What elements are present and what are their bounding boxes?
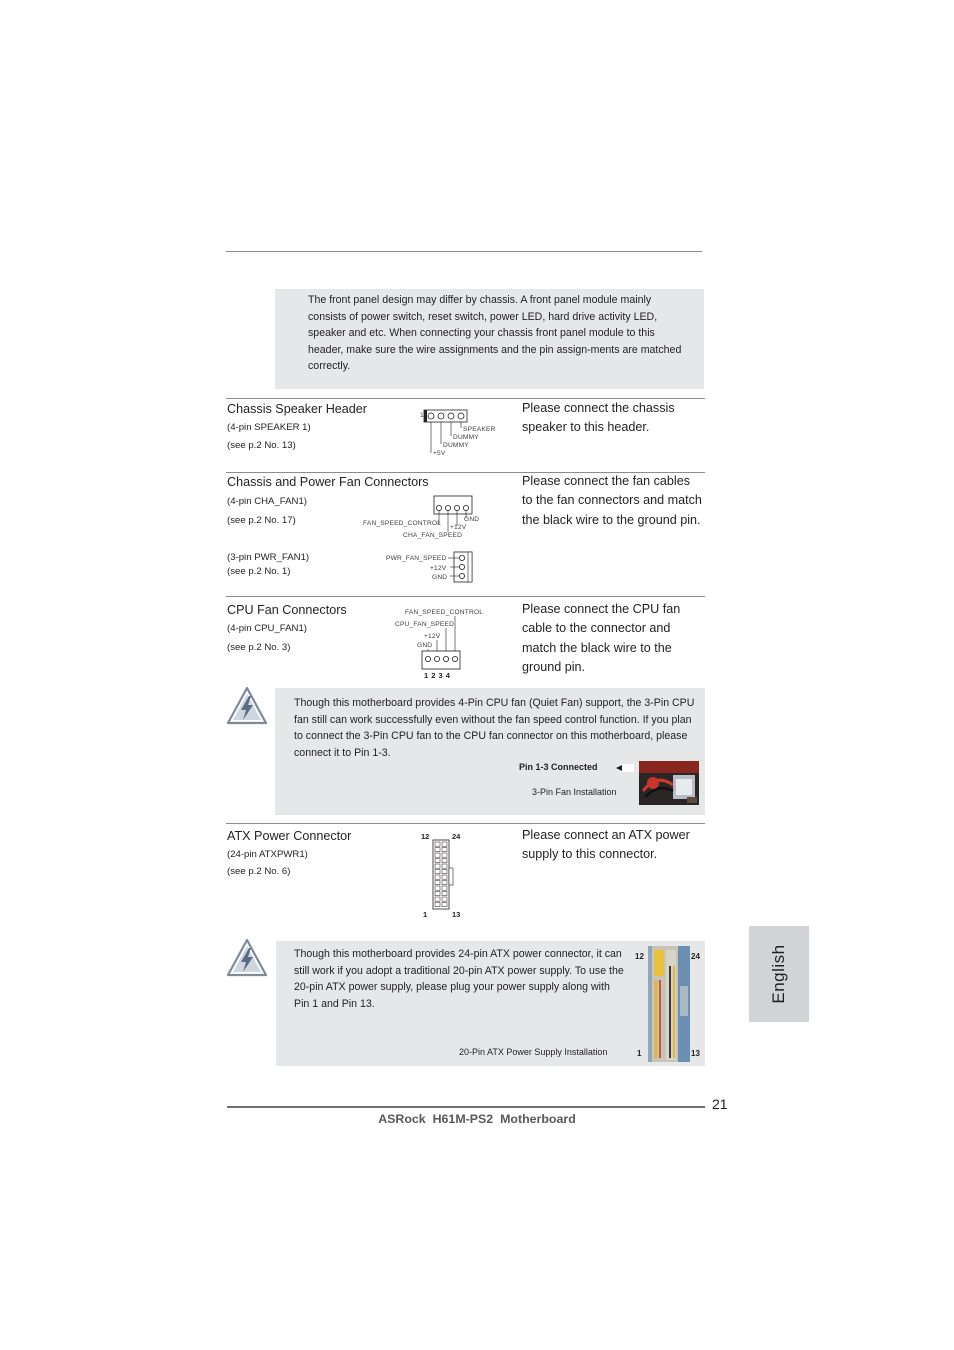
cha-fan-label-gnd: GND <box>464 516 480 523</box>
speaker-pins: (4-pin SPEAKER 1) <box>227 422 311 433</box>
fan-installation-photo <box>639 761 699 805</box>
atx-pin <box>442 881 447 885</box>
cpu-fan-label-12v: +12V <box>424 633 441 640</box>
atx-pin <box>442 886 447 890</box>
atx-pin <box>442 864 447 868</box>
cha-fan-label-speed: CHA_FAN_SPEED <box>403 532 463 539</box>
speaker-label-5v: +5V <box>433 450 446 457</box>
atx-pin <box>435 864 440 868</box>
atx-section-rule <box>226 823 705 824</box>
atx-pin <box>435 870 440 874</box>
cpu-fan-label-speed: CPU_FAN_SPEED <box>395 621 455 628</box>
cpu-fan-ref: (see p.2 No. 3) <box>227 642 291 653</box>
cha-fan-label-control: FAN_SPEED_CONTROL <box>363 520 442 527</box>
cha-fan-pins: (4-pin CHA_FAN1) <box>227 496 307 507</box>
speaker-header-diagram <box>418 406 498 458</box>
atx-photo-pin1: 1 <box>637 1049 642 1058</box>
atx-pin1-label: 1 <box>423 910 428 919</box>
atx-pin <box>435 842 440 846</box>
atx-installation-photo <box>648 946 690 1062</box>
atx-pin <box>435 903 440 907</box>
warning-icon <box>226 686 268 726</box>
atx-pin <box>435 897 440 901</box>
speaker-ref: (see p.2 No. 13) <box>227 440 296 451</box>
atx-photo-pin13: 13 <box>691 1049 700 1058</box>
atx-ref: (see p.2 No. 6) <box>227 866 291 877</box>
speaker-label-dummy2: DUMMY <box>443 442 469 449</box>
atx-pin <box>435 886 440 890</box>
front-panel-note-text: The front panel design may differ by chassis. A front panel module mainly consists of power switch, reset switch, power LED, hard drive activity LED, speaker and etc. When connecting your chassis front panel module to this header, make sure the wire assignments and the pin assign-ments are matched correctly. <box>308 294 682 373</box>
speaker-pin1-label: 1 <box>420 412 424 419</box>
atx-pin <box>435 848 440 852</box>
atx-pin <box>442 897 447 901</box>
atx-pin12-label: 12 <box>421 832 430 841</box>
atx-photo-pin12: 12 <box>635 952 644 961</box>
top-rule <box>226 251 702 252</box>
warning-icon <box>226 938 268 978</box>
pwr-fan-label-12v: +12V <box>430 565 447 572</box>
page-number: 21 <box>712 1096 728 1112</box>
cha-fan-diagram <box>360 494 490 540</box>
fans-title: Chassis and Power Fan Connectors <box>227 475 429 489</box>
cpu-fan-pins: (4-pin CPU_FAN1) <box>227 623 307 634</box>
pwr-fan-diagram <box>384 549 484 585</box>
atx-pin <box>442 859 447 863</box>
atx-connector-diagram <box>418 830 468 920</box>
atx-pin <box>442 875 447 879</box>
atx-note-text: Though this motherboard provides 24-pin ATX power connector, it can still work if you adopt a traditional 20-pin ATX power supply. To use the 20-pin ATX power supply, please plug your power supply along with Pin 1 and Pin 13. <box>294 948 624 1010</box>
pwr-fan-label-speed: PWR_FAN_SPEED <box>386 555 447 562</box>
atx-title: ATX Power Connector <box>227 829 352 843</box>
atx-pin13-label: 13 <box>452 910 461 919</box>
atx-description: Please connect an ATX power supply to this connector. <box>522 828 690 862</box>
atx-pin <box>435 892 440 896</box>
cpu-fan-label-control: FAN_SPEED_CONTROL <box>405 609 484 616</box>
atx-pin <box>435 881 440 885</box>
speaker-description: Please connect the chassis speaker to this header. <box>522 401 675 435</box>
cpu-note-caption: 3-Pin Fan Installation <box>532 787 617 797</box>
atx-pins: (24-pin ATXPWR1) <box>227 849 308 860</box>
atx-pin <box>442 848 447 852</box>
atx-pin <box>442 853 447 857</box>
language-tab-label: English <box>769 944 788 1004</box>
cpu-note-text: Though this motherboard provides 4-Pin CPU fan (Quiet Fan) support, the 3-Pin CPU fan still can work successfully even without the fan speed control function. If you plan to connect the 3-Pin CPU fan to the CPU fan connector on this motherboard, please connect it to Pin 1-3. <box>294 697 695 759</box>
atx-pin <box>435 853 440 857</box>
cpu-fan-description: Please connect the CPU fan cable to the connector and match the black wire to the ground pin. <box>522 602 681 674</box>
cpu-fan-pin-numbers: 1 2 3 4 <box>424 671 450 680</box>
atx-note-caption: 20-Pin ATX Power Supply Installation <box>459 1047 608 1057</box>
fans-description: Please connect the fan cables to the fan connectors and match the black wire to the ground pin. <box>522 474 702 527</box>
atx-pin24-label: 24 <box>452 832 461 841</box>
atx-photo-pin24: 24 <box>691 952 700 961</box>
atx-pin <box>442 870 447 874</box>
cha-fan-ref: (see p.2 No. 17) <box>227 515 296 526</box>
atx-pin <box>442 842 447 846</box>
atx-pin <box>435 859 440 863</box>
footer-rule <box>227 1106 705 1108</box>
cha-fan-label-12v: +12V <box>450 524 467 531</box>
cpu-fan-section-rule <box>226 596 705 597</box>
atx-pin <box>442 892 447 896</box>
speaker-label-dummy1: DUMMY <box>453 434 479 441</box>
atx-pin <box>442 903 447 907</box>
pointer-arrow-icon <box>614 762 636 774</box>
pwr-fan-pins: (3-pin PWR_FAN1) <box>227 552 310 563</box>
cpu-fan-title: CPU Fan Connectors <box>227 603 347 617</box>
footer-text: ASRock H61M-PS2 Motherboard <box>378 1112 576 1126</box>
pwr-fan-label-gnd: GND <box>432 574 448 581</box>
language-tab <box>749 926 809 1022</box>
pwr-fan-ref: (see p.2 No. 1) <box>227 566 291 577</box>
atx-pin <box>435 875 440 879</box>
cpu-fan-label-gnd: GND <box>417 642 433 649</box>
cpu-fan-diagram <box>392 604 492 682</box>
speaker-label-speaker: SPEAKER <box>463 426 496 433</box>
cpu-note-pin-label: Pin 1-3 Connected <box>519 762 598 772</box>
speaker-title: Chassis Speaker Header <box>227 402 368 416</box>
